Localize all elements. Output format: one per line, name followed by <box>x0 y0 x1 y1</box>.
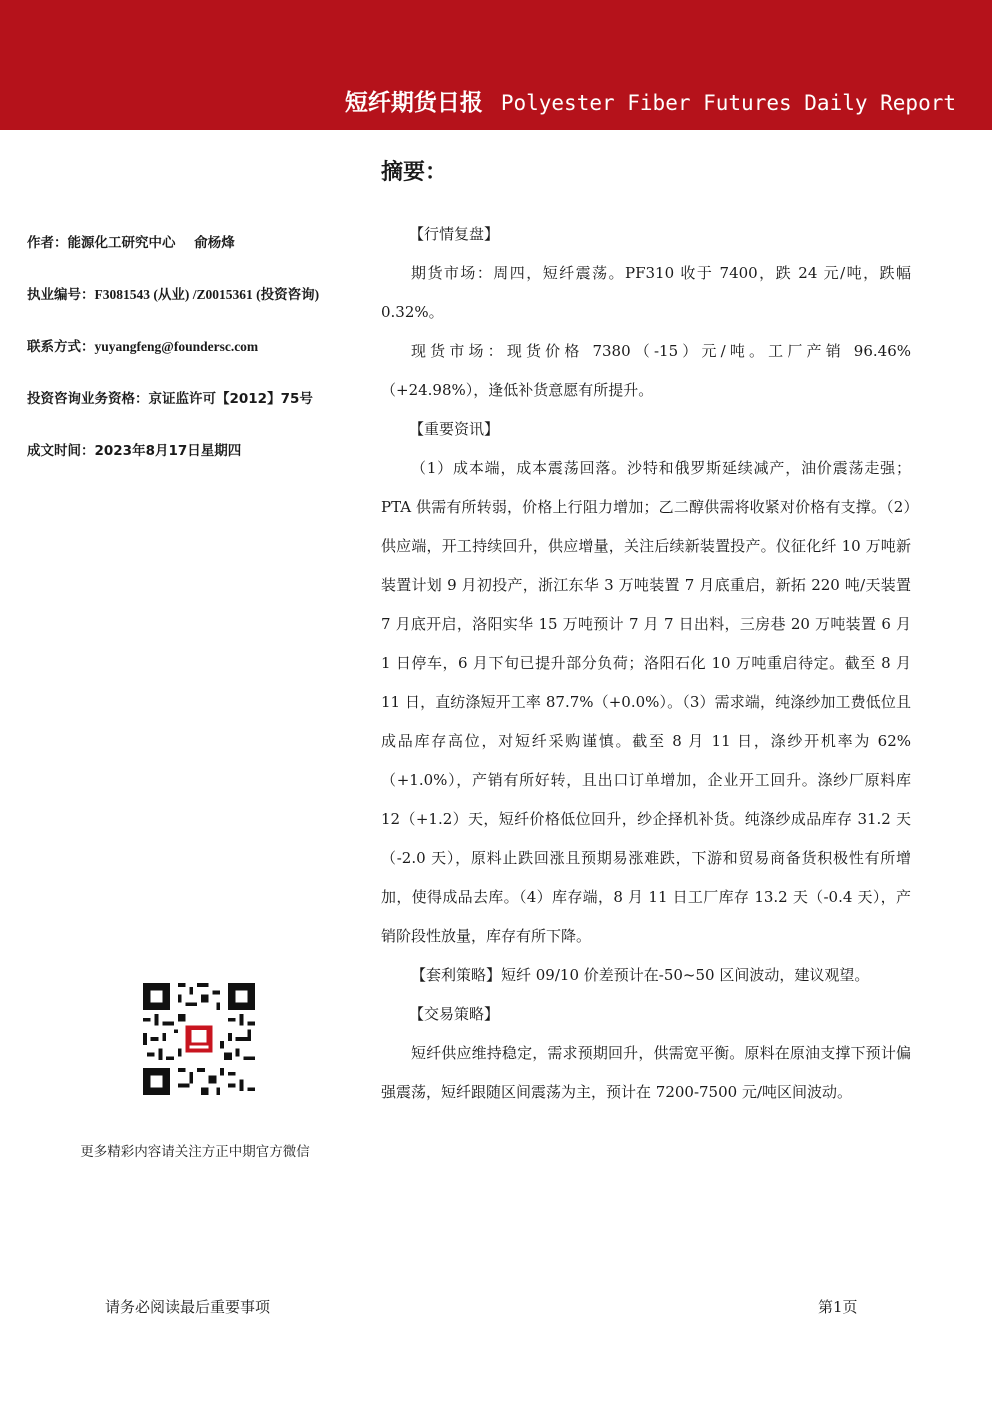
report-title-cn: 短纤期货日报 <box>344 90 483 116</box>
report-title <box>345 84 956 117</box>
news-paragraph: （1）成本端，成本震荡回落。沙特和俄罗斯延续减产，油价震荡走强；PTA 供需有所转弱，价格上行阻力增加；乙二醇供需将收紧对价格有支撑。（2）供应端，开工持续回升，供应增量，关注后续新装置投产。仪征化纤 10 万吨新装置计划 9 月初投产，浙江东华 3 万吨装置 7 月底重启，新拓 220 吨/天装置 7 月底开启，洛阳实华 15 万吨预计 7 月 7 日出料，三房巷 20 万吨装置 6 月 1 日停车，6 月下旬已提升部分负荷；洛阳石化 10 万吨重启待定。截至 8 月 11 日，直纺涤短开工率 87.7%（+0.0%）。（3）需求端，纯涤纱加工费低位且成品库存高位，对短纤采购谨慎。截至 8 月 11 日，涤纱开机率为 62%（+1.0%），产销有所好转，且出口订单增加，企业开工回升。涤纱厂原料库 12（+1.2）天，短纤价格低位回升，纱企择机补货。纯涤纱成品库存 31.2 天（-2.0 天），原料止跌回涨且预期易涨难跌，下游和贸易商备货积极性有所增加，使得成品去库。（4）库存端，8 月 11 日工厂库存 13.2 天（-0.4 天），产销阶段性放量，库存有所下降。 <box>381 459 911 945</box>
qualification-label: 投资咨询业务资格： <box>27 391 149 407</box>
qr-caption: 更多精彩内容请关注方正中期官方微信 <box>80 1144 310 1160</box>
footer-notice: 请务必阅读最后重要事项 <box>105 1298 271 1316</box>
license-label: 执业编号： <box>27 287 95 303</box>
spot-market-paragraph: 现货市场：现货价格 7380（-15）元/吨。工厂产销 96.46%（+24.98%），逢低补货意愿有所提升。 <box>381 342 911 399</box>
contact-row <box>27 337 367 389</box>
market-review-heading: 【行情复盘】 <box>409 225 500 243</box>
page-number: 第1页 <box>818 1298 858 1316</box>
author-row <box>27 233 367 285</box>
license-row <box>27 285 367 337</box>
arbitrage-strategy-paragraph: 【套利策略】短纤 09/10 价差预计在-50~50 区间波动，建议观望。 <box>411 966 870 984</box>
date-label: 成文时间： <box>27 443 95 459</box>
date-row <box>27 441 367 493</box>
contact-email[interactable]: yuyangfeng@foundersc.com <box>94 339 259 354</box>
author-info-sidebar <box>27 233 367 493</box>
wechat-qr-code-icon <box>143 983 255 1095</box>
report-header-banner <box>0 0 992 130</box>
news-heading: 【重要资讯】 <box>409 420 500 438</box>
contact-label: 联系方式： <box>27 339 95 355</box>
report-title-en: Polyester Fiber Futures Daily Report <box>500 91 956 115</box>
author-label: 作者： <box>27 235 68 251</box>
qualification-value: 京证监许可【2012】75号 <box>148 391 313 407</box>
summary-content <box>381 215 911 1112</box>
futures-market-paragraph: 期货市场：周四，短纤震荡。PF310 收于 7400，跌 24 元/吨，跌幅 0.32%。 <box>381 264 911 321</box>
license-value: F3081543 (从业) /Z0015361 (投资咨询) <box>94 287 320 302</box>
abstract-heading: 摘要： <box>381 160 448 185</box>
qualification-row <box>27 389 367 441</box>
trading-strategy-heading: 【交易策略】 <box>409 1005 500 1023</box>
author-value: 能源化工研究中心 俞杨烽 <box>67 235 235 251</box>
trading-strategy-paragraph: 短纤供应维持稳定，需求预期回升，供需宽平衡。原料在原油支撑下预计偏强震荡，短纤跟随区间震荡为主，预计在 7200-7500 元/吨区间波动。 <box>381 1044 911 1101</box>
date-value: 2023年8月17日星期四 <box>94 443 242 459</box>
